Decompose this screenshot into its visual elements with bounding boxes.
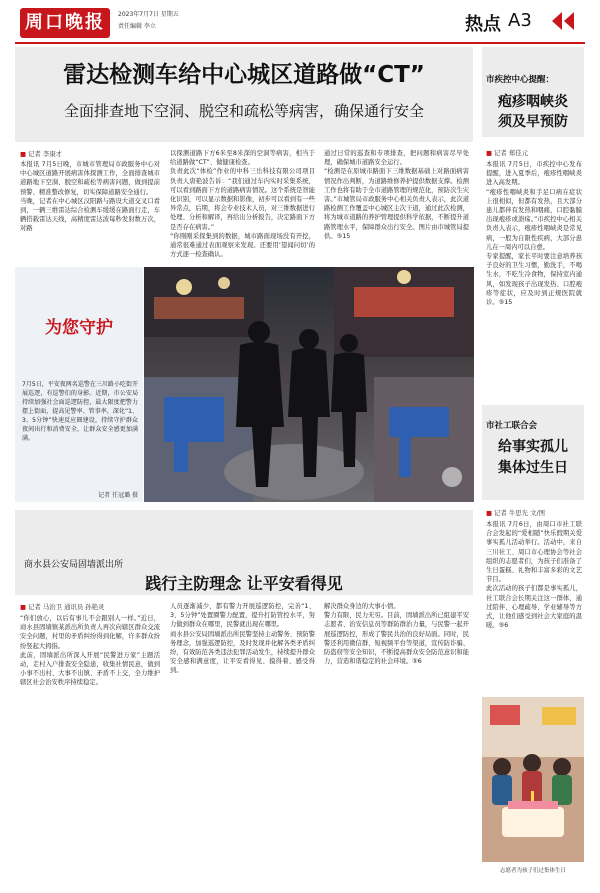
- photo-feature-credit: 记者 任冠璐 摄: [98, 492, 138, 499]
- lead-column-2: 以探测道路下方6米至8米深的空洞等病害，相当于给道路做“CT”、做健康检查。 负责此次“体检”作业的中科三岳科技有限公司项目负责人唐艳波告诉：“我们通过车内实时采集系统，可以看到路面下方的道路病害情况。这个系统是智能化识别，可以显示数据和影像，初步可以看到有一些异常点，后期，将会专业技术人员，对三维数据进行处理、分析和解译，再给出分析报告，决定路面下方是否存在病害。” “你刚刚采探集到的数据，城市路面现场没有开挖，通常很难通过表面观察来发现。还要用‘望闻问切’的方式逐一检查确认。: [170, 150, 315, 259]
- health-body: 本报讯 7月5日，市疾控中心发布提醒，进入夏季后，疱疹性咽峡炎进入高发期。 “疱疹性咽峡炎和手足口病在症状上很相似，但都有发热，且大部分患儿都伴有发热和咽痛，口腔黏膜出现疱疹或溃疡。”市疾控中心相关负责人表示，疱疹性咽峡炎是常见病，一般为自限性疾病，大部分患儿在一周内可以自愈。 专家提醒，家长平时要注意培养孩子良好的卫生习惯，勤洗手，不喝生水，不吃生冷食物，保持室内通风，如发现孩子出现发热、口腔疱疹等症状，应及时到正规医院就诊。⑤15: [486, 161, 582, 307]
- photo-feature-title: 为您守护: [45, 318, 113, 338]
- health-kicker: 市疾控中心提醒：: [486, 75, 555, 85]
- newspaper-logo: 周口晚报: [20, 8, 110, 38]
- birthday-party-photo: [482, 697, 584, 862]
- police-title: 践行主防理念 让平安看得见: [145, 574, 343, 593]
- health-byline: ■ 记者 郑佳元: [486, 148, 528, 157]
- police-column-2: 人员逐渐减少，都有警力开展巡逻防控，完善“1、3、5分钟”处置圈警力配置，提升打防管控水平，努力做到群众在哪里，民警就出现在哪里。 商水县公安局固墙派出所民警坚持主动警务、预防警务理念，加强巡逻防控，及时发现并化解各类矛盾纠纷，有效防范各类违法犯罪活动发生，持续提升群众安全感和满意度，让平安看得见、摸得着、感受得到。: [170, 603, 315, 675]
- section-name: 热点: [465, 14, 501, 35]
- header-rule: [15, 42, 585, 44]
- orphans-title-line-2: 集体过生日: [498, 460, 568, 476]
- orphans-kicker: 市社工联合会: [486, 421, 538, 431]
- photo-feature-text: 7月5日，平安夜两名巡警在三川路小吃街开展巡逻，有巡警们的身影。近期，市公安局持续加强社会面巡逻防控，最大限度把警力摆上街面，提高见警率、管事率，深化“1、3、5分钟”快速反应圈建设，持续守护群众夜间出行和消费安全，让群众安全感更加满满。: [22, 381, 138, 442]
- orphans-title-line-1: 给事实孤儿: [498, 439, 568, 455]
- issue-date: 2023年7月7日 星期五: [118, 11, 179, 18]
- lead-column-1: 本报讯 7月5日晚，市城市管理局市政服务中心对中心城区道路开展病害体探测工作，全面排查城市道路地下空洞、脱空和疏松等病害问题，做到提前预警、精准整改修复，切实保障道路安全通行。 当晚，记者在中心城区汉阳路与路设大道交叉口看到，一辆三维雷达综合检测车缓缓在路面行走，车辆搭载雷达天线，高精度雷达波每秒发射数万次，对路: [20, 161, 160, 233]
- editor-line: 责任编辑 李立: [118, 23, 156, 30]
- page-number: A3: [508, 10, 532, 31]
- police-kicker: 商水县公安局固墙派出所: [24, 560, 124, 570]
- lead-subtitle: 全面排查地下空洞、脱空和疏松等病害，确保通行安全: [63, 102, 424, 120]
- patrol-night-photo: [144, 267, 474, 502]
- lead-column-3: 通过日常的巡查和专项排查，把问题和病害尽早处理，确保城市道路安全运行。 “检测是在原城市路面下三维数据基础上对路面病害情况作出判断，为道路维修养护提供数据支撑。检测工作也将有助于全市道路管理的规范化，预防次生灾害。”市城管局市政服务中心相关负责人表示，此次道路检测工作覆盖中心城区主次干道，通过此次检测，将为城市道路的养护管理提供科学依据，不断提升道路管理水平，保障群众出行安全。图片由市城管局提供。⑤15: [324, 150, 469, 240]
- section-marker-icon: [548, 10, 582, 32]
- orphans-body: 本报讯 7月6日，由周口市社工联合会发起的“爱相随”快乐假期关爱事实孤儿活动举行。活动中，来自三川社工、周口市心理协会等社会组织的志愿者们，为孩子们准备了生日蛋糕、礼物和丰富多彩的文艺节目。 此次活动的孩子们都是事实孤儿，社工联合会长期关注这一群体，通过陪伴、心理疏导、学业辅导等方式，让他们感受到社会大家庭的温暖。⑤6: [486, 521, 582, 630]
- police-column-1: “你们放心，以后有事儿不会跟别人一样。”近日，商水县固墙镇某派出所负责人再次向辖区群众交流安全问题，村里的矛盾纠纷得到化解，许多群众纷纷竖起大拇指。 此前，固墙派出所深入开展“民警进万家”主题活动，走村入户排查安全隐患，收集社情民意，做到小事不出村、大事不出镇、矛盾不上交，全力维护辖区社会治安秩序持续稳定。: [20, 615, 160, 687]
- health-title-line-1: 疱疹咽峡炎: [498, 94, 568, 110]
- lead-title: 雷达检测车给中心城区道路做“CT”: [63, 62, 425, 88]
- birthday-photo-caption: 志愿者为孩子们过集体生日: [499, 868, 566, 874]
- health-title-line-2: 须及早预防: [498, 114, 568, 130]
- lead-byline: ■ 记者 李康才: [20, 149, 62, 158]
- police-byline: ■ 记者 马治卫 通讯员 孙艳灵: [20, 602, 104, 611]
- police-column-3: 解决群众身边的大事小情。 警力有限，民力无穷。目前，固墙派出所已组建平安志愿者、治安信息员等群防群治力量，与民警一起开展巡逻防控，形成了警民共治的良好局面。同时，民警还利用微信群、短视频平台等渠道，宣传防诈骗、防盗窃等安全知识，不断提高群众安全防范意识和能力，营造和谐稳定的社会环境。⑤6: [324, 603, 469, 666]
- orphans-byline: ■ 记者 牛思光 文/图: [486, 508, 545, 517]
